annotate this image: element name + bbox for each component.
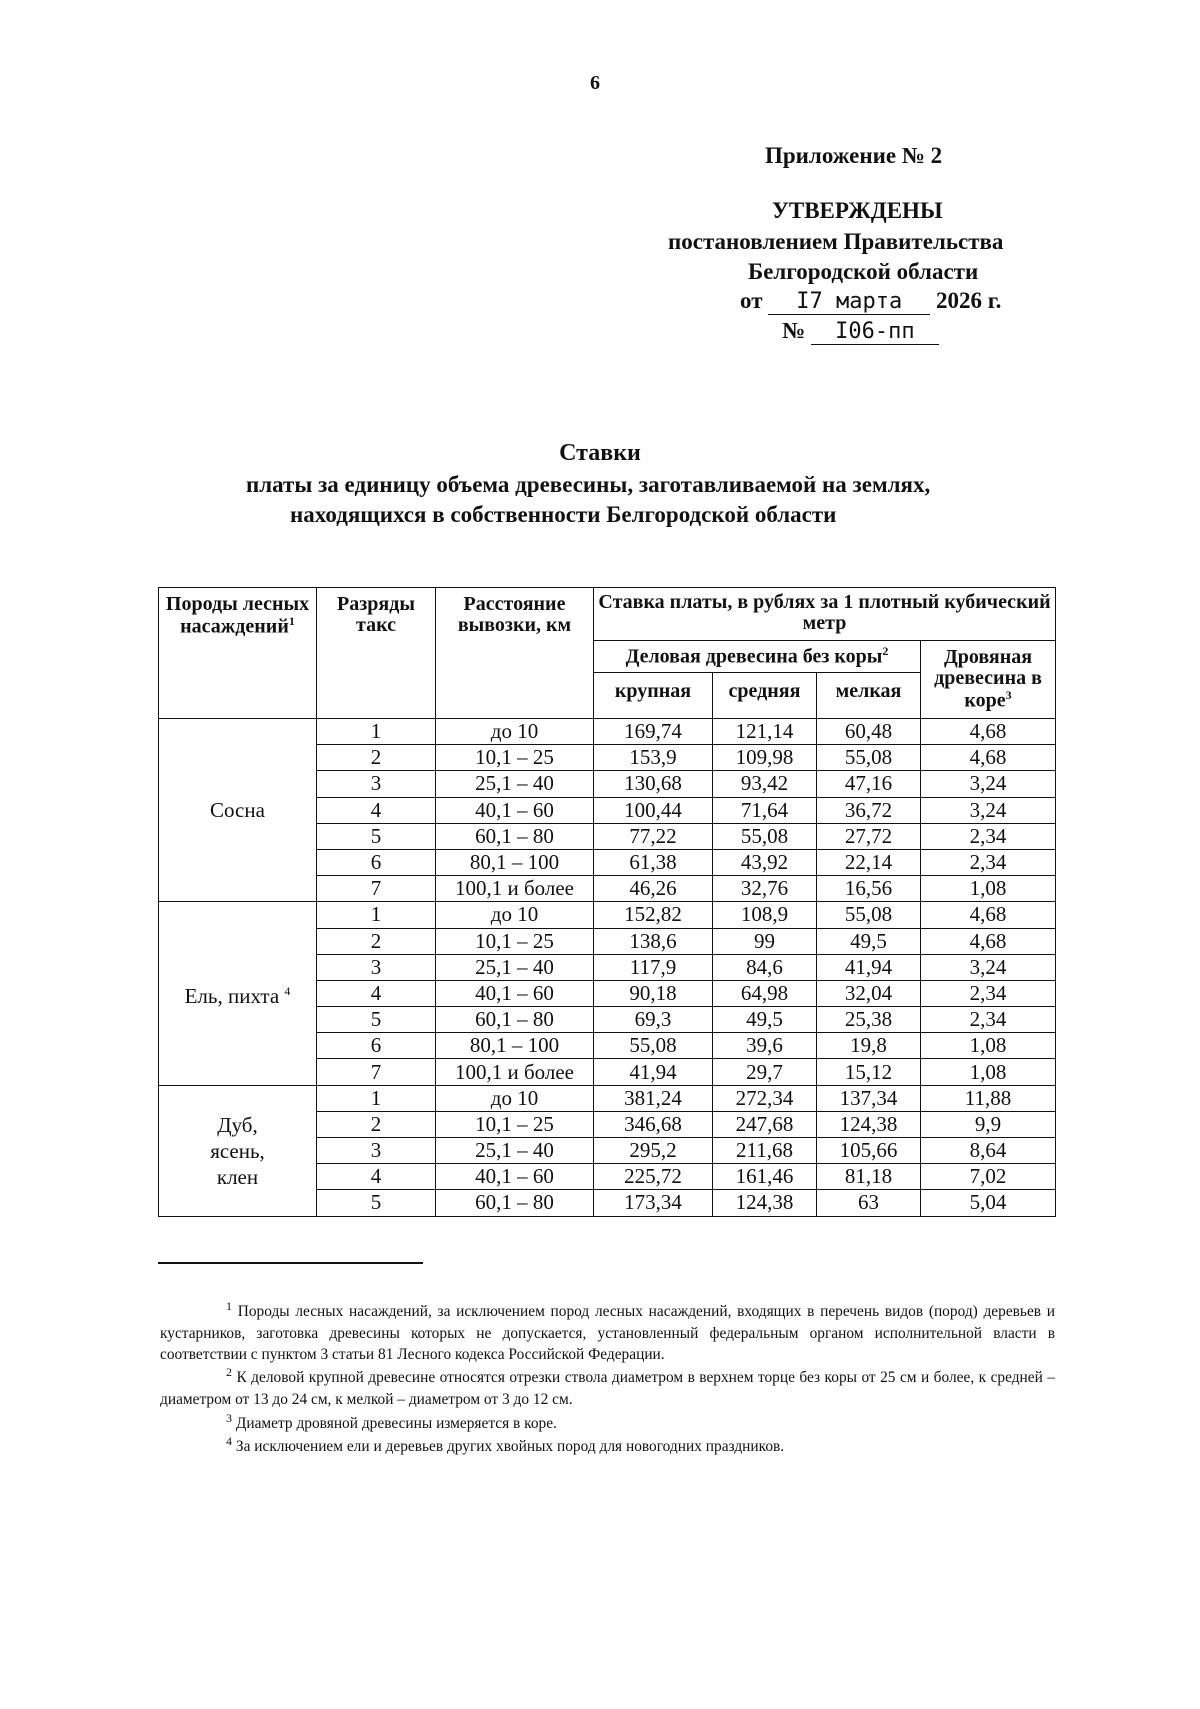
fuel-cell: 4,68 [921, 928, 1056, 954]
rank-cell: 4 [317, 1164, 436, 1190]
small-cell: 36,72 [817, 797, 921, 823]
header-small: мелкая [817, 673, 921, 719]
fuel-cell: 3,24 [921, 771, 1056, 797]
header-medium: средняя [713, 673, 817, 719]
small-cell: 49,5 [817, 928, 921, 954]
medium-cell: 32,76 [713, 876, 817, 902]
header-business-wood: Деловая древесина без коры$^2$ [594, 641, 921, 673]
rank-cell: 5 [317, 1007, 436, 1033]
large-cell: 90,18 [594, 980, 713, 1006]
rank-cell: 6 [317, 1033, 436, 1059]
distance-cell: 40,1 – 60 [436, 980, 594, 1006]
rank-cell: 3 [317, 1138, 436, 1164]
number-prefix: № [782, 318, 806, 343]
large-cell: 138,6 [594, 928, 713, 954]
large-cell: 153,9 [594, 745, 713, 771]
large-cell: 295,2 [594, 1138, 713, 1164]
header-rate: Ставка платы, в рублях за 1 плотный кубический метр [594, 588, 1056, 641]
date-suffix: 2026 г. [936, 288, 1002, 313]
small-cell: 25,38 [817, 1007, 921, 1033]
fuel-cell: 9,9 [921, 1111, 1056, 1137]
footnote-1: $^1$ Породы лесных насаждений, за исключением пород лесных насаждений, входящих в перечень видов (пород) деревьев и кустарников, заготовка древесины которых не допускается, установленный федеральным органом исполнительной власти в соответствии с пунктом 3 статьи 81 Лесного кодекса Российской Федерации. [160, 1299, 1055, 1364]
large-cell: 55,08 [594, 1033, 713, 1059]
region-label: Белгородской области [748, 259, 979, 284]
fuel-cell: 2,34 [921, 1007, 1056, 1033]
rank-cell: 2 [317, 928, 436, 954]
header-fuel-wood: Дровяная древесина в коре$^3$ [921, 641, 1056, 719]
medium-cell: 64,98 [713, 980, 817, 1006]
fuel-cell: 5,04 [921, 1190, 1056, 1216]
footnote-2: $^2$ К деловой крупной древесине относятся отрезки ствола диаметром в верхнем торце без коры от 25 см и более, к средней – диаметром от 13 до 24 см, к мелкой – диаметром от 3 до 12 см. [160, 1365, 1056, 1408]
number-value: I06-пп [811, 319, 939, 345]
medium-cell: 39,6 [713, 1033, 817, 1059]
rank-cell: 1 [317, 902, 436, 928]
large-cell: 69,3 [594, 1007, 713, 1033]
medium-cell: 55,08 [713, 823, 817, 849]
distance-cell: 25,1 – 40 [436, 954, 594, 980]
medium-cell: 49,5 [713, 1007, 817, 1033]
large-cell: 169,74 [594, 719, 713, 745]
small-cell: 27,72 [817, 823, 921, 849]
large-cell: 117,9 [594, 954, 713, 980]
small-cell: 47,16 [817, 771, 921, 797]
small-cell: 137,34 [817, 1085, 921, 1111]
rank-cell: 5 [317, 823, 436, 849]
distance-cell: до 10 [436, 902, 594, 928]
rank-cell: 2 [317, 745, 436, 771]
large-cell: 61,38 [594, 849, 713, 875]
document-subtitle-line1: платы за единицу объема древесины, заготавливаемой на землях, [246, 472, 931, 497]
species-cell: Ель, пихта $^4$ [159, 902, 317, 1085]
distance-cell: 10,1 – 25 [436, 1111, 594, 1137]
document-title: Ставки [559, 440, 641, 466]
small-cell: 41,94 [817, 954, 921, 980]
large-cell: 46,26 [594, 876, 713, 902]
medium-cell: 161,46 [713, 1164, 817, 1190]
rank-cell: 3 [317, 954, 436, 980]
distance-cell: 80,1 – 100 [436, 849, 594, 875]
date-value: I7 марта [768, 289, 930, 315]
species-cell: Дуб, ясень, клен [159, 1085, 317, 1216]
rank-cell: 1 [317, 1085, 436, 1111]
appendix-label: Приложение № 2 [765, 143, 943, 168]
footnote-4: $^4$ За исключением ели и деревьев других хвойных пород для новогодних праздников. [226, 1434, 785, 1456]
large-cell: 225,72 [594, 1164, 713, 1190]
distance-cell: 25,1 – 40 [436, 771, 594, 797]
table-row [159, 902, 1056, 928]
rank-cell: 6 [317, 849, 436, 875]
medium-cell: 29,7 [713, 1059, 817, 1085]
fuel-cell: 4,68 [921, 902, 1056, 928]
rank-cell: 5 [317, 1190, 436, 1216]
distance-cell: 10,1 – 25 [436, 745, 594, 771]
distance-cell: 80,1 – 100 [436, 1033, 594, 1059]
table-row [159, 1085, 1056, 1111]
medium-cell: 121,14 [713, 719, 817, 745]
medium-cell: 247,68 [713, 1111, 817, 1137]
fuel-cell: 4,68 [921, 745, 1056, 771]
document-subtitle-line2: находящихся в собственности Белгородской области [290, 502, 837, 527]
rank-cell: 7 [317, 1059, 436, 1085]
rates-table-body [159, 719, 1056, 1217]
medium-cell: 99 [713, 928, 817, 954]
fuel-cell: 4,68 [921, 719, 1056, 745]
large-cell: 346,68 [594, 1111, 713, 1137]
large-cell: 41,94 [594, 1059, 713, 1085]
header-large: крупная [594, 673, 713, 719]
distance-cell: 60,1 – 80 [436, 823, 594, 849]
fuel-cell: 1,08 [921, 1059, 1056, 1085]
header-species: Породы лесных насаждений$^1$ [159, 588, 317, 719]
small-cell: 105,66 [817, 1138, 921, 1164]
rank-cell: 3 [317, 771, 436, 797]
small-cell: 81,18 [817, 1164, 921, 1190]
distance-cell: 100,1 и более [436, 1059, 594, 1085]
rank-cell: 4 [317, 980, 436, 1006]
small-cell: 60,48 [817, 719, 921, 745]
fuel-cell: 2,34 [921, 849, 1056, 875]
medium-cell: 71,64 [713, 797, 817, 823]
distance-cell: 60,1 – 80 [436, 1190, 594, 1216]
medium-cell: 43,92 [713, 849, 817, 875]
medium-cell: 93,42 [713, 771, 817, 797]
small-cell: 22,14 [817, 849, 921, 875]
distance-cell: 60,1 – 80 [436, 1007, 594, 1033]
distance-cell: 40,1 – 60 [436, 1164, 594, 1190]
fuel-cell: 2,34 [921, 980, 1056, 1006]
large-cell: 77,22 [594, 823, 713, 849]
small-cell: 19,8 [817, 1033, 921, 1059]
header-distance: Расстояние вывозки, км [436, 588, 594, 719]
large-cell: 130,68 [594, 771, 713, 797]
small-cell: 16,56 [817, 876, 921, 902]
fuel-cell: 3,24 [921, 954, 1056, 980]
header-rank: Разряды такс [317, 588, 436, 719]
large-cell: 100,44 [594, 797, 713, 823]
distance-cell: 10,1 – 25 [436, 928, 594, 954]
rank-cell: 1 [317, 719, 436, 745]
fuel-cell: 1,08 [921, 876, 1056, 902]
decree-number [782, 318, 939, 345]
small-cell: 15,12 [817, 1059, 921, 1085]
fuel-cell: 3,24 [921, 797, 1056, 823]
large-cell: 152,82 [594, 902, 713, 928]
fuel-cell: 8,64 [921, 1138, 1056, 1164]
distance-cell: 100,1 и более [436, 876, 594, 902]
fuel-cell: 1,08 [921, 1033, 1056, 1059]
small-cell: 55,08 [817, 745, 921, 771]
rank-cell: 7 [317, 876, 436, 902]
distance-cell: 25,1 – 40 [436, 1138, 594, 1164]
medium-cell: 124,38 [713, 1190, 817, 1216]
rank-cell: 4 [317, 797, 436, 823]
large-cell: 173,34 [594, 1190, 713, 1216]
distance-cell: до 10 [436, 719, 594, 745]
fuel-cell: 7,02 [921, 1164, 1056, 1190]
footnote-3: $^3$ Диаметр дровяной древесины измеряется в коре. [226, 1411, 557, 1433]
date-prefix: от [740, 288, 763, 313]
medium-cell: 211,68 [713, 1138, 817, 1164]
large-cell: 381,24 [594, 1085, 713, 1111]
medium-cell: 109,98 [713, 745, 817, 771]
distance-cell: 40,1 – 60 [436, 797, 594, 823]
decree-label: постановлением Правительства [668, 229, 1004, 254]
small-cell: 55,08 [817, 902, 921, 928]
medium-cell: 84,6 [713, 954, 817, 980]
table-row [159, 719, 1056, 745]
medium-cell: 272,34 [713, 1085, 817, 1111]
distance-cell: до 10 [436, 1085, 594, 1111]
small-cell: 63 [817, 1190, 921, 1216]
footnote-divider [158, 1262, 423, 1264]
page-number: 6 [590, 72, 600, 94]
small-cell: 124,38 [817, 1111, 921, 1137]
rates-table [158, 587, 1056, 1217]
decree-date [740, 288, 1001, 315]
species-cell: Сосна [159, 719, 317, 902]
small-cell: 32,04 [817, 980, 921, 1006]
medium-cell: 108,9 [713, 902, 817, 928]
rank-cell: 2 [317, 1111, 436, 1137]
fuel-cell: 11,88 [921, 1085, 1056, 1111]
approved-label: УТВЕРЖДЕНЫ [772, 198, 943, 223]
fuel-cell: 2,34 [921, 823, 1056, 849]
